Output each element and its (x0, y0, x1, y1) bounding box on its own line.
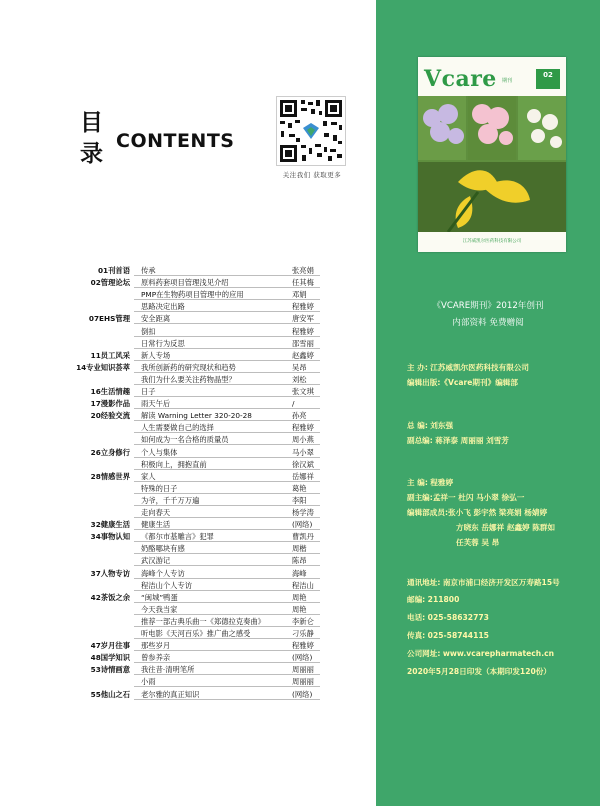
toc-title: 解读 Warning Letter 320-20-28 (141, 411, 252, 421)
phone-label: 电话: (407, 613, 426, 622)
toc-author: 陈昂 (292, 556, 307, 566)
toc-title: 那些岁月 (141, 641, 171, 651)
toc-row (0, 580, 376, 591)
toc-row (0, 495, 376, 506)
editor-label: 编辑出版: (407, 378, 441, 387)
deputy-chief-label: 副总编: (407, 436, 433, 445)
toc-section: 34事物认知 (90, 532, 130, 542)
toc-row (0, 350, 376, 361)
toc-row (0, 676, 376, 687)
toc-title: 日子 (141, 387, 156, 396)
toc-row (0, 543, 376, 554)
cover-logo-sub: 期刊 (502, 78, 513, 84)
toc-row (0, 652, 376, 663)
toc-row (0, 664, 376, 675)
toc-title: 特殊的日子 (141, 483, 178, 493)
members-line-1 (407, 507, 597, 519)
toc-author: 张文琪 (292, 387, 314, 396)
editor-value: 《Vcare期刊》编辑部 (440, 378, 518, 387)
toc-author: 曹凯丹 (292, 532, 314, 542)
toc-author: 孙亮 (292, 411, 307, 421)
toc-section: 42茶饭之余 (90, 592, 130, 602)
members-label: 编辑部成员: (407, 508, 449, 517)
toc-row (0, 362, 376, 373)
toc-author: 邵雪丽 (292, 338, 314, 348)
toc-author: / (292, 399, 295, 409)
sponsor-line (407, 362, 597, 374)
fax-line (407, 630, 597, 642)
toc-section: 53诗情画意 (90, 665, 130, 675)
toc-section: 14专业知识荟萃 (76, 362, 130, 372)
toc-author: (网络) (292, 689, 313, 699)
masthead-panel (376, 0, 600, 806)
toc-section: 16生活情趣 (90, 387, 130, 396)
toc-section: 26立身修行 (90, 447, 130, 457)
toc-author: 程雅婷 (292, 302, 314, 312)
cover-footer: 江苏威凯尔医药科技有限公司 (462, 239, 522, 244)
postcode-label: 邮编: (407, 595, 426, 604)
toc-title: 今天我当家 (141, 604, 178, 614)
website-line (407, 648, 597, 660)
qr-code-icon (276, 96, 346, 166)
toc-section: 48国学知识 (90, 653, 130, 663)
toc-title: 老尔雅的真正知识 (141, 689, 200, 699)
toc-row (0, 568, 376, 579)
founded-line: 《VCARE期刊》2012年创刊 (432, 301, 544, 311)
toc-title: 积极向上，拥抱直前 (141, 459, 207, 469)
toc-author: 唐安军 (292, 314, 314, 324)
website-label: 公司网址: (407, 649, 441, 658)
toc-row (0, 616, 376, 627)
toc-author: 周小燕 (292, 435, 314, 445)
toc-row (0, 422, 376, 433)
assoc-editor-line (407, 492, 597, 504)
assoc-editor-label: 副主编: (407, 493, 433, 502)
deputy-chief-value: 蒋泽泰 周丽丽 刘雪芳 (435, 436, 509, 445)
address-value: 南京市浦口经济开发区万寿路15号 (442, 578, 560, 587)
toc-title: “闽城”鸭蛋 (141, 592, 178, 602)
toc-row (0, 640, 376, 651)
members-line-2 (456, 522, 600, 534)
toc-row (0, 628, 376, 639)
toc-author: (网络) (292, 520, 313, 530)
toc-title: 走向春天 (141, 508, 171, 517)
print-date (407, 666, 597, 678)
fax-value: 025-58744115 (427, 631, 489, 640)
toc-author: 周丽丽 (292, 665, 314, 675)
toc-row (0, 604, 376, 615)
toc-row (0, 386, 376, 397)
flower-photo-icon (418, 96, 566, 232)
toc-row (0, 434, 376, 445)
title-mu: 目 (80, 110, 103, 136)
print-date-value: 2020年5月28日印发（本期印发120份） (407, 667, 551, 676)
members-value-1: 张小飞 彭宇然 梁亮娟 杨婧婷 (448, 508, 548, 517)
members-line-3 (456, 537, 600, 549)
toc-author: 周艳 (292, 592, 307, 602)
toc-author: 李阳 (292, 495, 307, 505)
chief-value: 刘东强 (430, 421, 454, 430)
toc-author: 马小翠 (292, 447, 314, 457)
toc-author: 李新仑 (292, 616, 314, 626)
toc-title: 日常行为反思 (141, 338, 185, 348)
toc-title: 健康生活 (141, 520, 171, 530)
toc-author: 刘松 (292, 374, 307, 384)
main-editor-line (407, 477, 597, 489)
main-editor-label: 主 编: (407, 478, 428, 487)
toc-row (0, 447, 376, 458)
toc-row (0, 326, 376, 337)
toc-section: 20经验交流 (90, 411, 130, 421)
title-lu: 录 (80, 141, 103, 167)
toc-title: 雨天午后 (141, 399, 171, 409)
toc-row (0, 471, 376, 482)
toc-section: 28情感世界 (90, 471, 130, 481)
toc-author: 葛艳 (292, 483, 307, 493)
phone-value: 025-58632773 (427, 613, 489, 622)
contents-heading: CONTENTS (116, 130, 235, 152)
editor-line (407, 377, 597, 389)
toc-section: 47岁月往事 (90, 641, 130, 651)
main-editor-value: 程雅婷 (430, 478, 454, 487)
fax-label: 传真: (407, 631, 426, 640)
toc-row (0, 277, 376, 288)
cover-thumbnail (418, 57, 566, 252)
cover-logo: Vcare (424, 66, 497, 92)
toc-author: 邓娟 (292, 290, 307, 300)
toc-author: 周丽丽 (292, 677, 314, 687)
toc-row (0, 301, 376, 312)
toc-section: 17漫影作品 (90, 399, 130, 409)
toc-title: 原料药套项目管理浅见介绍 (141, 278, 229, 288)
toc-title: 奶酪哪块有感 (141, 544, 185, 554)
toc-row (0, 374, 376, 385)
toc-row (0, 531, 376, 542)
toc-title: 程洁山个人专访 (141, 580, 193, 590)
toc-author: (网络) (292, 653, 313, 663)
toc-author: 海峰 (292, 568, 307, 578)
toc-title: PMP在生物药项目管理中的应用 (141, 290, 244, 300)
toc-title: 曾参养亲 (141, 653, 171, 663)
toc-title: 我往昔·清明笔所 (141, 665, 195, 675)
members-value-3: 任芙蓉 吴 昂 (456, 538, 500, 547)
toc-title: 家人 (141, 471, 156, 481)
toc-title: 新人专场 (141, 350, 171, 360)
toc-title: 个人与集体 (141, 447, 178, 457)
toc-section: 11员工风采 (90, 350, 130, 360)
toc-author: 张亮娟 (292, 266, 314, 275)
postcode-line (407, 594, 597, 606)
postcode-value: 211800 (427, 595, 460, 604)
toc-title: 安全距离 (141, 314, 171, 324)
toc-section: 37人物专访 (90, 568, 130, 578)
toc-author: 周艳 (292, 604, 307, 614)
toc-title: 思路决定出路 (141, 302, 185, 312)
address-line (407, 577, 597, 589)
toc-section: 07EHS管理 (88, 314, 130, 324)
toc-title: 小雨 (141, 677, 156, 687)
toc-row (0, 507, 376, 518)
toc-row (0, 289, 376, 300)
address-label: 通讯地址: (407, 578, 441, 587)
toc-title: 武汉游记 (141, 556, 171, 566)
toc-row (0, 265, 376, 276)
toc-author: 杨学涛 (292, 508, 314, 517)
toc-row (0, 483, 376, 494)
toc-author: 任其梅 (292, 278, 314, 288)
members-value-2: 方晓东 岳娜祥 赵鑫婷 陈群如 (456, 523, 556, 532)
chief-line (407, 420, 597, 432)
sponsor-label: 主 办: (407, 363, 428, 372)
toc-title: 人生需要做自己的选择 (141, 423, 214, 433)
assoc-editor-value: 孟祥一 杜闪 马小翠 徐弘一 (432, 493, 525, 502)
toc-section: 01刊首语 (97, 266, 130, 275)
website-value: www.vcarepharmatech.cn (442, 649, 554, 658)
toc-author: 岳娜祥 (292, 471, 314, 481)
internal-note: 内部资料 免费赠阅 (452, 318, 524, 328)
toc-row (0, 398, 376, 409)
toc-author: 吴昂 (292, 362, 307, 372)
toc-section: 55他山之石 (90, 689, 130, 699)
toc-section: 32健康生活 (90, 520, 130, 530)
toc-author: 赵鑫婷 (292, 350, 314, 360)
deputy-chief-line (407, 435, 597, 447)
toc-title: 我们为什么要关注药物晶型？ (141, 374, 236, 384)
toc-row (0, 555, 376, 566)
toc-row (0, 689, 376, 700)
toc-row (0, 313, 376, 324)
toc-author: 程雅婷 (292, 326, 314, 336)
toc-author: 刁乐静 (292, 629, 314, 638)
toc-row (0, 519, 376, 530)
toc-row (0, 410, 376, 421)
toc-row (0, 459, 376, 470)
toc-author: 徐汉斌 (292, 459, 314, 469)
cover-issue-badge: 02 (536, 69, 560, 89)
toc-row (0, 338, 376, 349)
toc-title: 《都尔市基雕言》犯罪 (141, 532, 214, 542)
toc-title: 传承 (141, 266, 156, 275)
chief-label: 总 编: (407, 421, 428, 430)
toc-author: 程雅婷 (292, 423, 314, 433)
phone-line (407, 612, 597, 624)
toc-row (0, 592, 376, 603)
toc-title: 海峰个人专访 (141, 568, 185, 578)
sponsor-value: 江苏威凯尔医药科技有限公司 (430, 363, 530, 372)
toc-title: 推荐一部古典乐曲一《郑德拉克奏曲》 (141, 616, 266, 626)
toc-title: 为爷，千千万万遍 (141, 495, 200, 505)
toc-author: 程洁山 (292, 580, 314, 590)
qr-caption: 关注我们 获取更多 (282, 171, 342, 179)
toc-author: 程雅婷 (292, 641, 314, 651)
toc-title: 我所创新药的研究现状和趋势 (141, 362, 236, 372)
toc-author: 周楷 (292, 544, 307, 554)
toc-title: 如何成为一名合格的质量员 (141, 435, 229, 445)
toc-section: 02管理论坛 (90, 278, 130, 288)
toc-title: 倒扣 (141, 326, 156, 336)
toc-title: 听电影《天河百乐》推广曲之感受 (141, 629, 251, 638)
